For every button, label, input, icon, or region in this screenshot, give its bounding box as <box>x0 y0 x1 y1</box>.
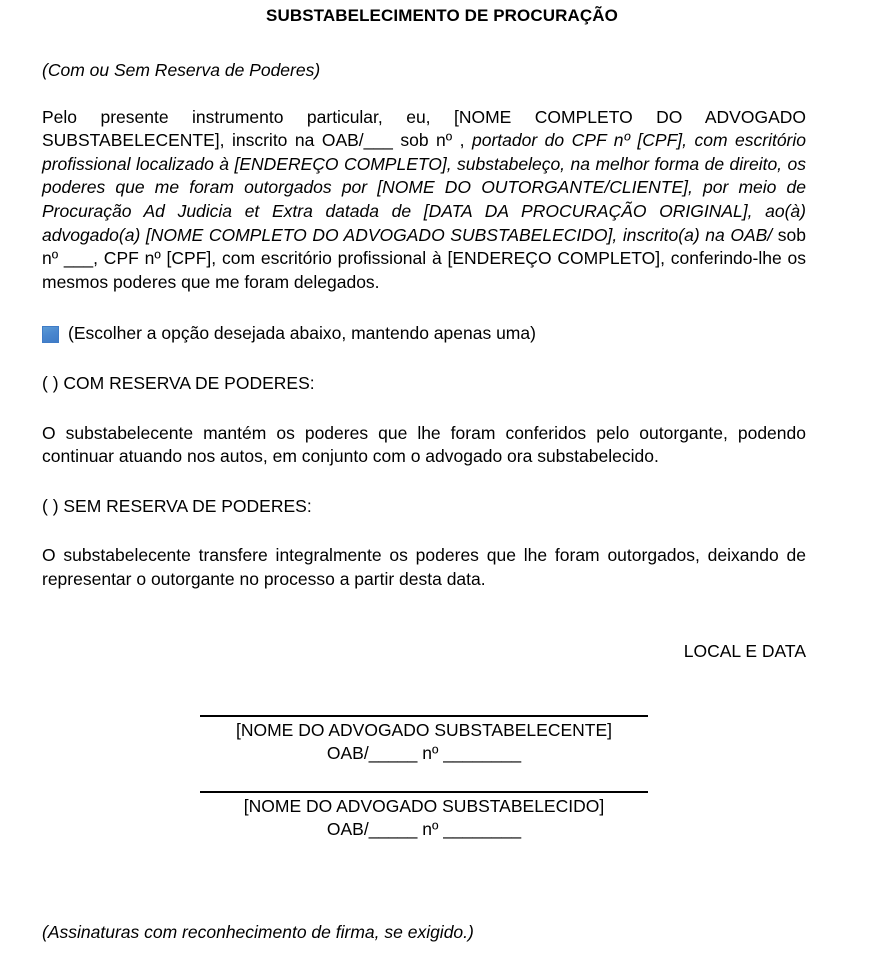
main-paragraph-run-italic: portador do CPF nº [CPF], com escritório profissional localizado à [ENDEREÇO COMPLETO], substabeleço, na melhor forma de direito, os poderes que me foram outorgados por [NOME DO OUTORGANTE/CLIENTE], por meio de Procuração Ad Judicia et Extra datada de [DATA DA PROCURAÇÃO ORIGINAL], ao(à) advogado(a) [NOME COMPLETO DO ADVOGADO SUBSTABELECIDO], inscrito(a) na OAB/ <box>42 130 807 245</box>
option-heading-sem-reserva: ( ) SEM RESERVA DE PODERES: <box>42 495 312 516</box>
option-instruction-row <box>42 322 806 346</box>
option-body-com-reserva: O substabelecente mantém os poderes que lhe foram conferidos pelo outorgante, podendo continuar atuando nos autos, em conjunto com o advogado ora substabelecido. <box>42 422 806 467</box>
signature-line <box>200 791 648 793</box>
page-title: SUBSTABELECIMENTO DE PROCURAÇÃO <box>266 6 618 25</box>
signature-block-substabelecido <box>200 791 648 841</box>
signature-line <box>200 715 648 717</box>
signature-section <box>0 715 884 841</box>
local-and-date-label: LOCAL E DATA <box>683 640 806 661</box>
signature-oab-substabelecente: OAB/_____ nº ________ <box>326 743 522 764</box>
option-body-sem-reserva: O substabelecente transfere integralmente os poderes que lhe foram outorgados, deixando de representar o outorgante no processo a partir desta data. <box>42 545 806 589</box>
main-paragraph-run-regular-2: sob nº ___, CPF nº [CPF], com escritório profissional à [ENDEREÇO COMPLETO], conferindo-lhe os mesmos poderes que me foram delegados. <box>42 224 806 292</box>
option-instruction-label: (Escolher a opção desejada abaixo, mantendo apenas uma) <box>68 323 536 344</box>
signature-name-substabelecido: [NOME DO ADVOGADO SUBSTABELECIDO] <box>243 796 605 817</box>
main-paragraph-run-regular-1: Pelo presente instrumento particular, eu, [NOME COMPLETO DO ADVOGADO SUBSTABELECENTE], inscrito na OAB/___ sob nº , <box>42 106 806 151</box>
signature-name-substabelecente: [NOME DO ADVOGADO SUBSTABELECENTE] <box>235 720 612 741</box>
signature-block-substabelecente <box>200 715 648 765</box>
signature-oab-substabelecido: OAB/_____ nº ________ <box>326 819 522 840</box>
option-heading-com-reserva: ( ) COM RESERVA DE PODERES: <box>42 372 315 393</box>
main-paragraph <box>42 106 806 295</box>
footer-note: (Assinaturas com reconhecimento de firma, se exigido.) <box>42 922 474 942</box>
blue-square-icon <box>42 326 59 343</box>
document-subtitle: (Com ou Sem Reserva de Poderes) <box>42 60 321 80</box>
